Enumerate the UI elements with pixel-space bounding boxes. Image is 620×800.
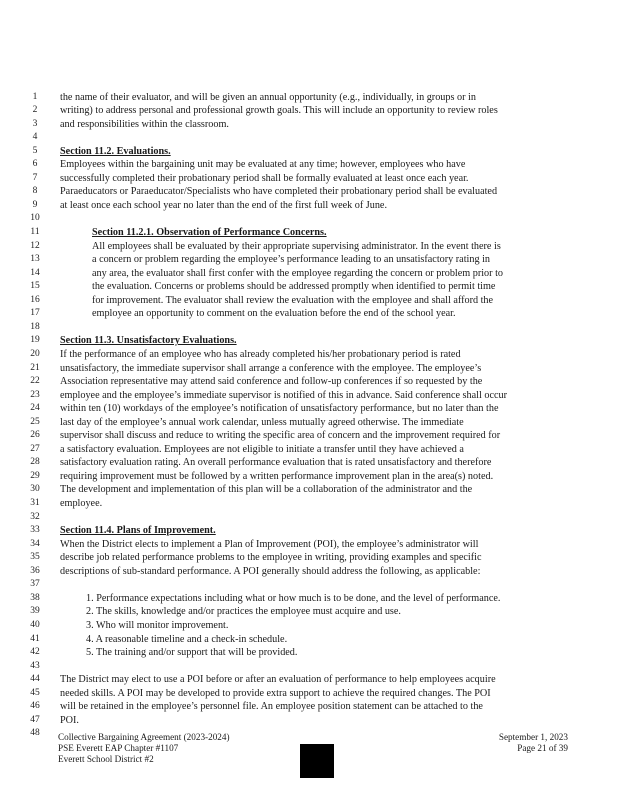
line-number: 35: [30, 552, 40, 563]
text-line: [0, 565, 620, 578]
line-text: When the District elects to implement a Plan of Improvement (POI), the employee’s administrator will: [60, 538, 479, 550]
line-number: 43: [30, 660, 40, 671]
line-text: a concern or problem regarding the employee’s performance leading to an unsatisfactory rating in: [92, 254, 491, 266]
text-line: [0, 253, 620, 266]
line-number: 8: [32, 186, 38, 197]
text-line: [0, 348, 620, 361]
line-number: 15: [30, 281, 40, 292]
line-number: 47: [30, 714, 40, 725]
list-item: 2. The skills, knowledge and/or practices the employee must acquire and use.: [86, 606, 401, 618]
line-number: 4: [32, 132, 38, 143]
text-line: [0, 145, 620, 158]
text-line: [0, 131, 620, 144]
text-line: [0, 660, 620, 673]
line-number: 13: [30, 254, 40, 265]
text-line: [0, 687, 620, 700]
line-text: Employees within the bargaining unit may be evaluated at any time; however, employees who have: [60, 159, 466, 171]
line-number: 7: [32, 172, 38, 183]
text-line: [0, 470, 620, 483]
text-line: [0, 280, 620, 293]
line-number: 17: [30, 308, 40, 319]
line-number: 37: [30, 579, 40, 590]
line-text: The District may elect to use a POI before or after an evaluation of performance to help employees acquire: [60, 674, 496, 686]
line-text: If the performance of an employee who has already completed his/her probationary period is rated: [60, 348, 461, 360]
line-text: All employees shall be evaluated by their appropriate supervising administrator. In the event there is: [92, 240, 501, 252]
line-text: at least once each school year no later than the end of the first full week of June.: [60, 199, 388, 211]
list-item: 4. A reasonable timeline and a check-in schedule.: [86, 633, 288, 645]
text-line: [0, 551, 620, 564]
line-number: 2: [32, 105, 38, 116]
line-number: 48: [30, 728, 40, 739]
text-line: [0, 619, 620, 632]
text-line: [0, 673, 620, 686]
line-text: unsatisfactory, the immediate supervisor shall arrange a conference with the employee. The employee’s: [60, 362, 482, 374]
line-number: 10: [30, 213, 40, 224]
line-text: employee an opportunity to comment on the evaluation before the end of the school year.: [92, 308, 456, 320]
list-item: 3. Who will monitor improvement.: [86, 619, 229, 631]
line-text: any area, the evaluator shall first confer with the employee regarding the concern or problem prior to: [92, 267, 504, 279]
line-number: 21: [30, 362, 40, 373]
text-line: [0, 307, 620, 320]
text-line: [0, 456, 620, 469]
line-text: needed skills. A POI may be developed to provide extra support to achieve the required changes. The POI: [60, 687, 491, 699]
text-line: [0, 429, 620, 442]
text-line: [0, 267, 620, 280]
text-line: [0, 592, 620, 605]
text-line: [0, 633, 620, 646]
text-line: [0, 185, 620, 198]
line-text: will be retained in the employee’s personnel file. An employee position statement can be attached to the: [60, 701, 483, 713]
line-number: 5: [32, 145, 38, 156]
line-number: 14: [30, 267, 40, 278]
line-text: Paraeducators or Paraeducator/Specialists who have completed their probationary period shall be evaluated: [60, 186, 498, 198]
line-text: POI.: [60, 714, 79, 726]
line-number: 19: [30, 335, 40, 346]
list-item: 1. Performance expectations including what or how much is to be done, and the level of performance.: [86, 592, 501, 604]
line-number: 20: [30, 348, 40, 359]
line-text: The development and implementation of this plan will be a collaboration of the administrator and the: [60, 484, 473, 496]
line-number: 44: [30, 674, 40, 685]
line-text: employee.: [60, 498, 103, 509]
line-text: last day of the employee’s annual work calendar, unless mutually agreed otherwise. The immediate: [60, 416, 464, 428]
line-text: writing) to address personal and professional growth goals. This will include an opportunity to review roles: [60, 105, 498, 117]
line-number: 18: [30, 321, 40, 332]
text-line: [0, 294, 620, 307]
footer-agreement-title: Collective Bargaining Agreement (2023-2024): [58, 732, 230, 742]
redaction-box: [300, 744, 334, 778]
line-text: employee and the employee’s immediate supervisor is notified of this in advance. Said conference shall occur: [60, 389, 507, 401]
line-number: 28: [30, 457, 40, 468]
text-line: [0, 226, 620, 239]
text-line: [0, 605, 620, 618]
list-item: 5. The training and/or support that will be provided.: [86, 647, 298, 659]
text-line: [0, 443, 620, 456]
text-line: [0, 118, 620, 131]
line-number: 30: [30, 484, 40, 495]
footer-chapter: PSE Everett EAP Chapter #1107: [58, 743, 179, 753]
text-line: [0, 416, 620, 429]
line-text: the name of their evaluator, and will be given an annual opportunity (e.g., individually, in groups or in: [60, 91, 476, 103]
line-text: requiring improvement must be followed by a written performance improvement plan in the area(s) noted.: [60, 470, 494, 482]
line-number: 16: [30, 294, 40, 305]
line-number: 12: [30, 240, 40, 251]
line-text: the evaluation. Concerns or problems should be addressed promptly when identified to permit time: [92, 281, 496, 293]
line-number: 38: [30, 592, 40, 603]
text-line: [0, 240, 620, 253]
line-number: 41: [30, 633, 40, 644]
text-line: [0, 700, 620, 713]
section-heading: Section 11.2. Evaluations.: [60, 145, 171, 157]
text-line: [0, 646, 620, 659]
line-number: 36: [30, 565, 40, 576]
footer-page-number: Page 21 of 39: [517, 743, 568, 753]
line-number: 29: [30, 470, 40, 481]
line-number: 39: [30, 606, 40, 617]
text-line: [0, 714, 620, 727]
footer-date: September 1, 2023: [498, 732, 568, 742]
line-number: 32: [30, 511, 40, 522]
line-text: describe job related performance problems to the employee in writing, providing examples and specific: [60, 552, 482, 564]
line-text: descriptions of sub-standard performance. A POI generally should address the following, as applicable:: [60, 565, 481, 577]
line-number: 31: [30, 498, 40, 508]
text-line: [0, 199, 620, 212]
line-number: 23: [30, 389, 40, 400]
text-line: [0, 511, 620, 524]
line-text: within ten (10) workdays of the employee’s notification of unsatisfactory performance, but no later than the: [60, 403, 499, 415]
text-line: [0, 91, 620, 104]
line-number: 45: [30, 687, 40, 698]
line-number: 24: [30, 403, 40, 414]
line-text: and responsibilities within the classroom.: [60, 118, 229, 130]
line-text: satisfactory evaluation rating. An overall performance evaluation that is rated unsatisfactory and therefore: [60, 457, 492, 469]
text-line: [0, 497, 620, 510]
line-text: successfully completed their probationary period shall be formally evaluated at least once each year.: [60, 172, 469, 184]
section-heading: Section 11.4. Plans of Improvement.: [60, 525, 216, 537]
section-heading: Section 11.2.1. Observation of Performance Concerns.: [92, 227, 327, 238]
line-text: supervisor shall discuss and reduce to writing the specific area of concern and the improvement required for: [60, 430, 501, 442]
line-number: 34: [30, 538, 40, 549]
text-line: [0, 362, 620, 375]
line-number: 6: [32, 159, 38, 170]
text-line: [0, 538, 620, 551]
text-line: [0, 212, 620, 225]
line-text: a satisfactory evaluation. Employees are not eligible to initiate a transfer until they have achieved a: [60, 443, 464, 455]
footer-left: [58, 732, 230, 765]
footer-district: Everett School District #2: [58, 754, 154, 764]
line-number: 25: [30, 416, 40, 427]
line-text: Association representative may attend said conference and follow-up conferences if so requested by the: [60, 376, 483, 388]
line-number: 27: [30, 443, 40, 454]
line-number: 11: [30, 227, 40, 237]
text-line: [0, 578, 620, 591]
text-line: [0, 524, 620, 537]
line-number: 9: [32, 199, 38, 210]
line-number: 1: [32, 91, 38, 102]
line-number: 42: [30, 647, 40, 658]
section-heading: Section 11.3. Unsatisfactory Evaluations.: [60, 335, 237, 347]
text-line: [0, 321, 620, 334]
line-number: 40: [30, 619, 40, 630]
line-number: 46: [30, 701, 40, 712]
text-line: [0, 402, 620, 415]
text-line: [0, 172, 620, 185]
text-line: [0, 375, 620, 388]
footer-right: [499, 732, 568, 754]
line-number: 26: [30, 430, 40, 441]
line-number: 22: [30, 376, 40, 387]
text-line: [0, 158, 620, 171]
text-line: [0, 483, 620, 496]
line-number: 3: [32, 118, 38, 129]
line-number: 33: [30, 525, 40, 536]
text-line: [0, 334, 620, 347]
line-text: for improvement. The evaluator shall review the evaluation with the employee and shall afford the: [92, 294, 494, 306]
text-line: [0, 104, 620, 117]
text-line: [0, 389, 620, 402]
